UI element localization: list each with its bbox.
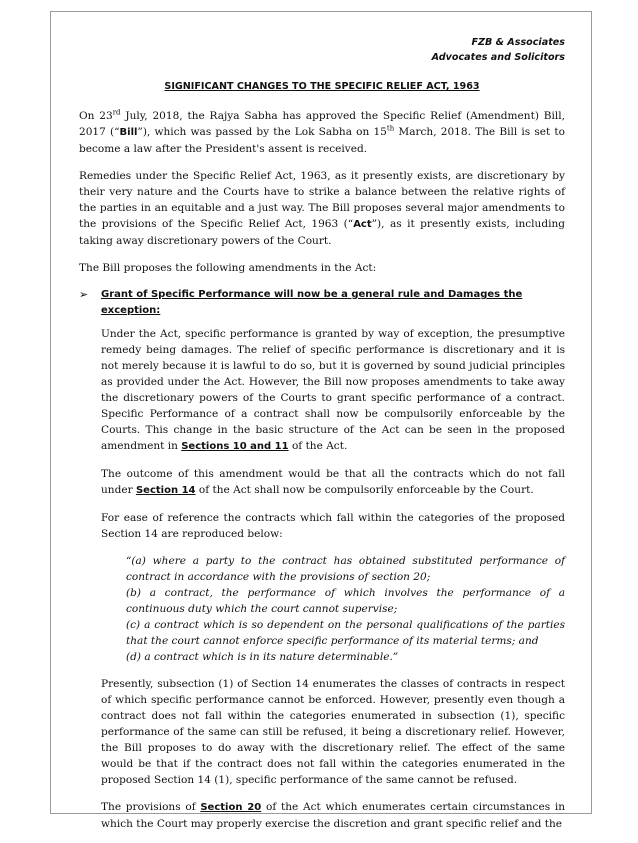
section-14-quote (126, 553, 565, 665)
amendments-intro: The Bill proposes the following amendments in the Act: (79, 262, 377, 274)
quote-item-a: “(a) where a party to the contract has obtained substituted performance of contract in accordance with the provisions of section 20; (126, 555, 565, 583)
arrow-bullet-icon: ➢ (79, 288, 89, 301)
subsection-paragraph: Presently, subsection (1) of Section 14 enumerates the classes of contracts in respect of which specific performance cannot be enforced. However, presently even though a contract does not fall within the categories enumerated in subsection (1), specific performance of the same can still be refused, it being a discretionary relief. However, the Bill proposes to do away with the discretionary relief. The effect of the same would be that if the contract does not fall within the categories enumerated in the proposed Section 14 (1), specific performance of the same cannot be refused. (101, 678, 565, 786)
amendment-heading-text: Grant of Specific Performance will now be a general rule and Damages the exception: (101, 289, 523, 316)
amendment-heading (79, 287, 565, 319)
section-20-ref: Section 20 (200, 802, 262, 813)
quote-item-d: (d) a contract which is in its nature determinable.” (126, 651, 399, 663)
firm-name: FZB & Associates (471, 37, 565, 48)
outcome-paragraph: The outcome of this amendment would be that all the contracts which do not fall under Section 14 of the Act shall now be compulsorily enforceable by the Court. (101, 468, 565, 496)
section-20-paragraph: The provisions of Section 20 of the Act which enumerates certain circumstances in which the Court may properly exercise the discretion and grant specific relief and the (101, 801, 566, 830)
quote-item-c: (c) a contract which is so dependent on the personal qualifications of the parties that the court cannot enforce specific performance of its material terms; and (126, 619, 565, 647)
reference-paragraph: For ease of reference the contracts which fall within the categories of the proposed Section 14 are reproduced below: (101, 512, 565, 540)
section-14-ref: Section 14 (135, 485, 196, 496)
document-title: SIGNIFICANT CHANGES TO THE SPECIFIC RELIEF ACT, 1963 (164, 81, 480, 92)
firm-subtitle: Advocates and Solicitors (431, 52, 565, 63)
act-term: Act (353, 219, 372, 230)
bill-term: Bill (119, 127, 138, 138)
intro-paragraph: On 23rd July, 2018, the Rajya Sabha has approved the Specific Relief (Amendment) Bill, 2017 (“Bill”), which was passed by the Lok Sabha on 15th March, 2018. The Bill is set to become a law after the President's assent is received. (79, 108, 565, 155)
remedies-paragraph: Remedies under the Specific Relief Act, 1963, as it presently exists, are discretionary by their very nature and the Courts have to strike a balance between the relative rights of the parties in an equitable and a just way. The Bill proposes several major amendments to the provisions of the Specific Relief Act, 1963 (“Act”), as it presently exists, including taking away discretionary powers of the Court. (79, 170, 565, 247)
specific-performance-paragraph: Under the Act, specific performance is granted by way of exception, the presumptive remedy being damages. The relief of specific performance is discretionary and it is not merely because it is lawful to do so, but it is governed by sound judicial principles as provided under the Act. However, the Bill now proposes amendments to take away the discretionary powers of the Courts to grant specific performance of a contract. Specific Performance of a contract shall now be compulsorily enforceable by the Courts. This change in the basic structure of the Act can be seen in the proposed amendment in Sections 10 and 11 of the Act. (101, 328, 565, 452)
quote-item-b: (b) a contract, the performance of which involves the performance of a continuous duty which the court cannot supervise; (126, 587, 565, 615)
sections-10-11-ref: Sections 10 and 11 (181, 441, 289, 452)
document-body (79, 35, 565, 843)
